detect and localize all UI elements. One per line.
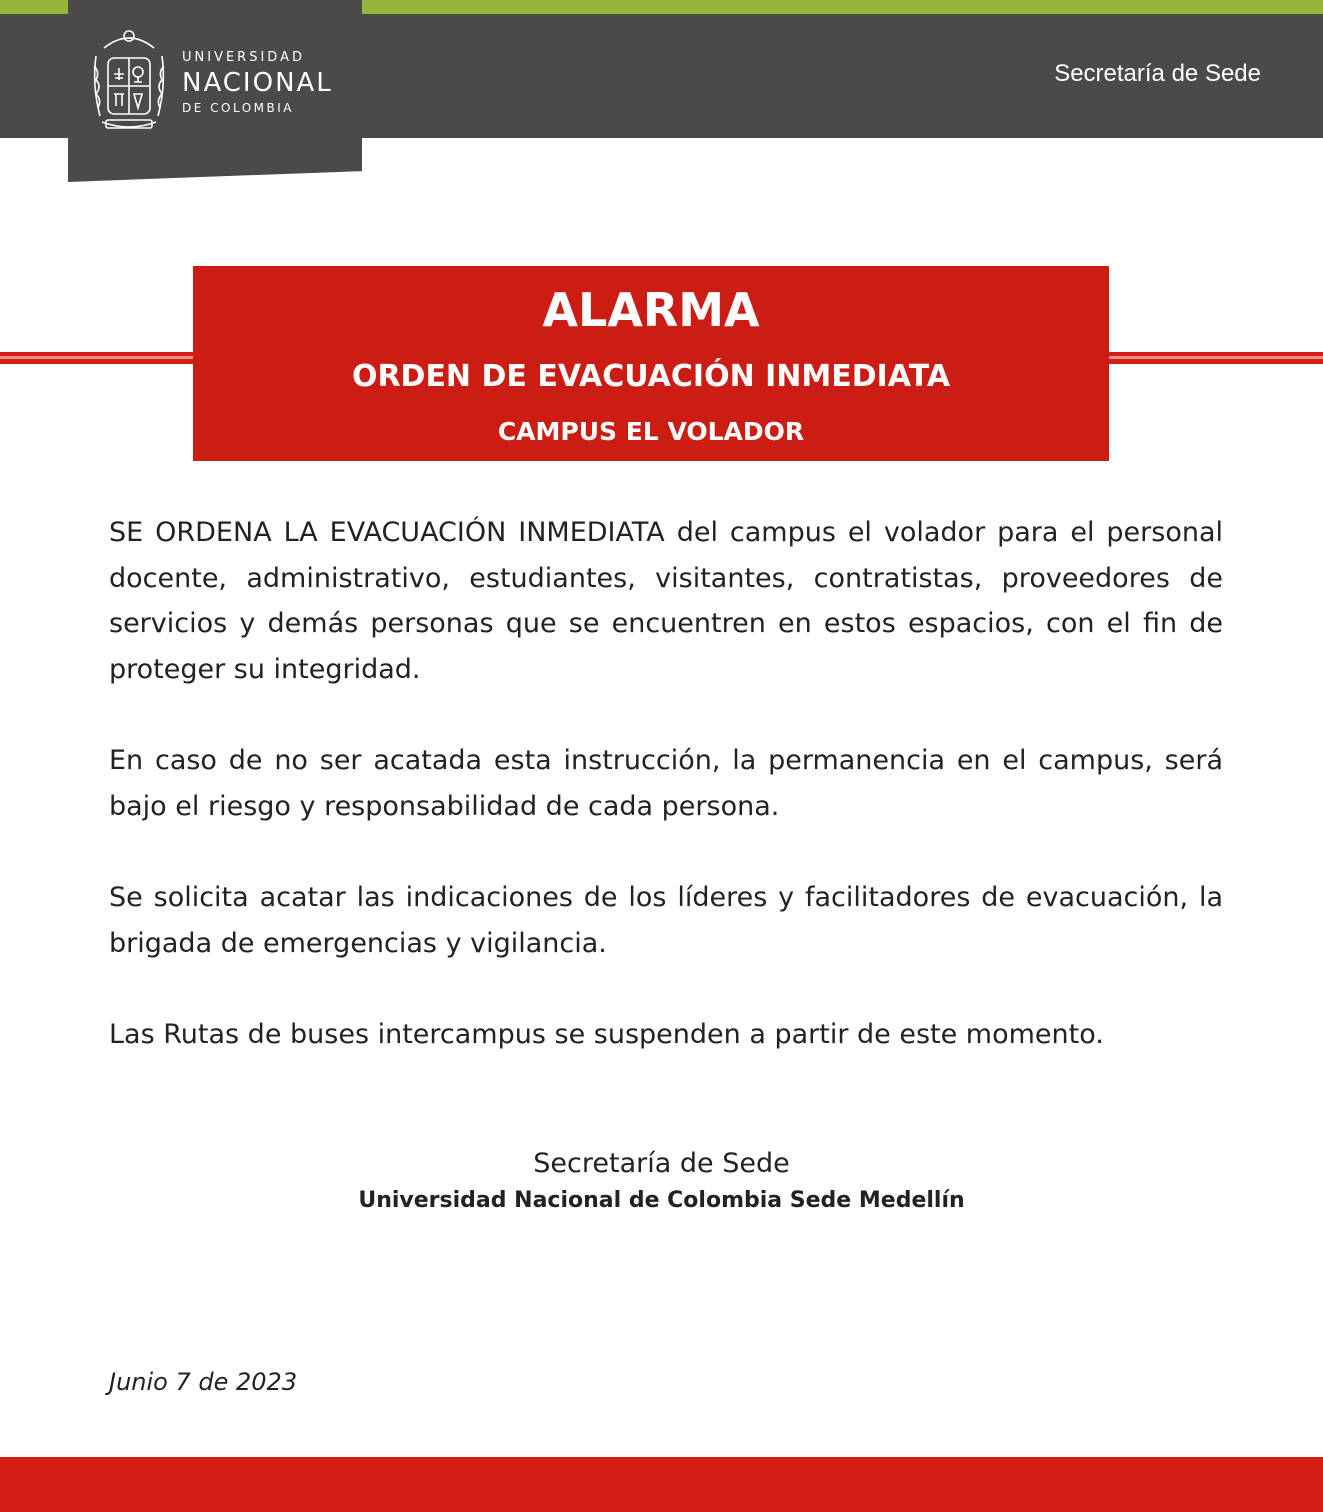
- logo-line-1: UNIVERSIDAD: [182, 50, 305, 65]
- signature-office: Secretaría de Sede: [533, 1148, 790, 1179]
- university-logo-text: [182, 50, 333, 116]
- alert-banner: [193, 266, 1109, 461]
- paragraph-instructions: Se solicita acatar las indicaciones de los líderes y facilitadores de evacuación, la brigada de emergencias y vigilancia.: [109, 882, 1223, 959]
- university-crest-icon: [90, 26, 168, 138]
- alert-title: ALARMA: [542, 283, 760, 337]
- paragraph-evacuation-order: SE ORDENA LA EVACUACIÓN INMEDIATA del campus el volador para el personal docente, administrativo, estudiantes, visitantes, contratistas, proveedores de servicios y demás personas que se encuentren en estos espacios, con el fin de proteger su integridad.: [109, 517, 1223, 685]
- alert-location: CAMPUS EL VOLADOR: [497, 417, 805, 446]
- logo-line-2: NACIONAL: [182, 68, 333, 98]
- paragraph-responsibility: En caso de no ser acatada esta instrucción, la permanencia en el campus, será bajo el riesgo y responsabilidad de cada persona.: [109, 745, 1223, 822]
- bottom-red-bar: [0, 1457, 1323, 1512]
- signature-institution: Universidad Nacional de Colombia Sede Medellín: [358, 1188, 965, 1213]
- document-date: Junio 7 de 2023: [109, 1368, 298, 1396]
- signature-block: [0, 1144, 1323, 1218]
- notice-body: [109, 510, 1223, 1104]
- paragraph-bus-routes: Las Rutas de buses intercampus se suspenden a partir de este momento.: [109, 1019, 1104, 1050]
- header-department: Secretaría de Sede: [1054, 60, 1261, 87]
- logo-line-3: DE COLOMBIA: [182, 101, 294, 115]
- alert-subtitle: ORDEN DE EVACUACIÓN INMEDIATA: [351, 359, 951, 394]
